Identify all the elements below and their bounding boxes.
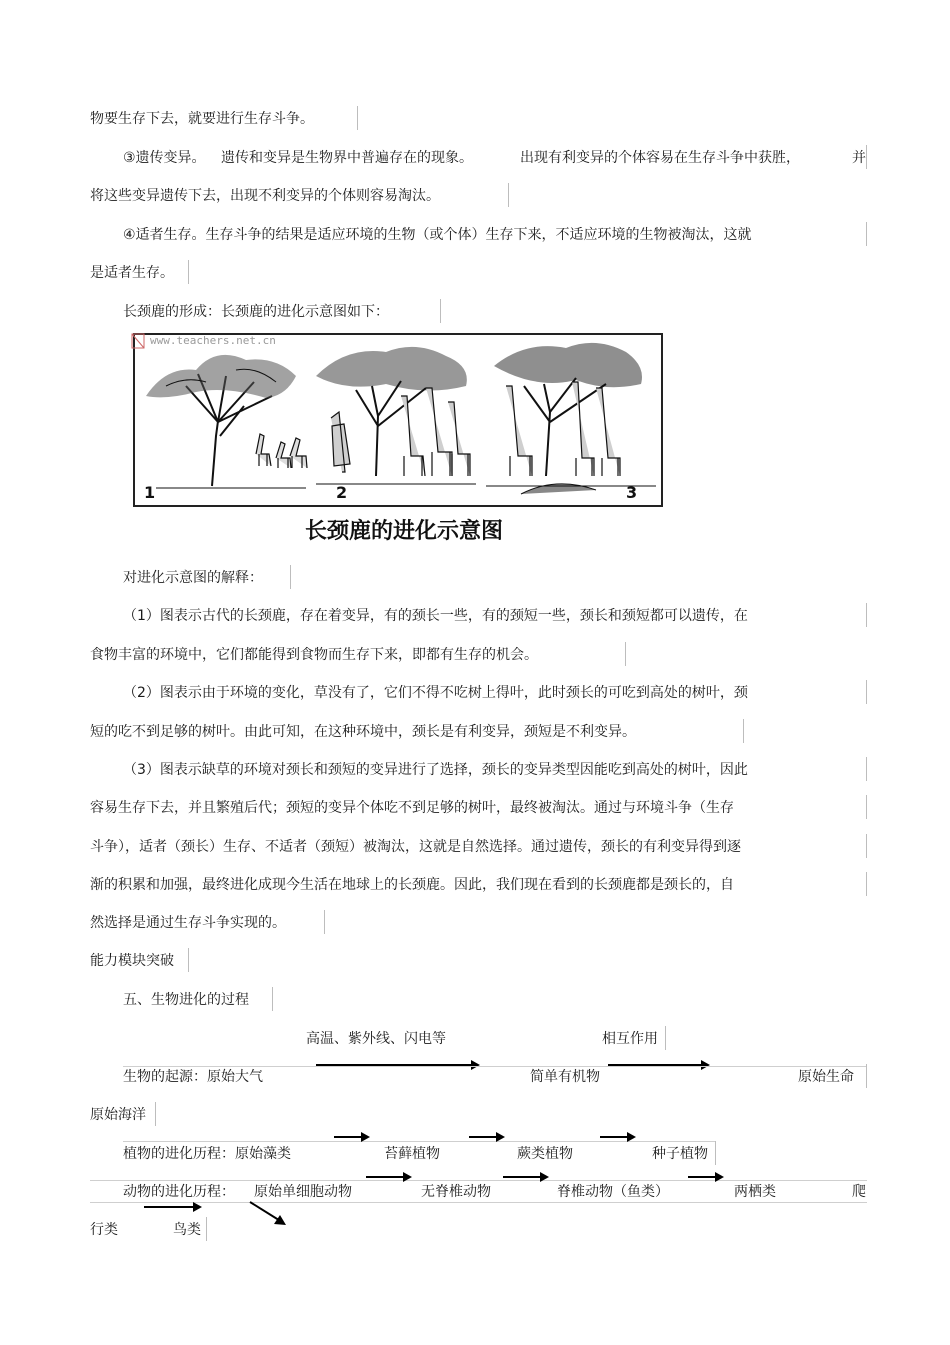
animals-stage-6: 鸟类 — [173, 1222, 201, 1238]
plants-stage-1: 苔藓植物 — [384, 1146, 440, 1162]
text-line: 是适者生存。 — [90, 265, 174, 281]
line-marker — [508, 183, 509, 207]
line-marker — [440, 299, 441, 323]
figure-caption: 长颈鹿的进化示意图 — [304, 519, 504, 544]
text-line: ③遗传变异。 — [123, 150, 206, 166]
animals-stage-2: 脊椎动物（鱼类） — [557, 1184, 669, 1200]
text-line: （3）图表示缺草的环境对颈长和颈短的变异进行了选择，颈长的变异类型因能吃到高处的树叶，因此 — [123, 762, 748, 778]
text-line: （1）图表示古代的长颈鹿，存在着变异，有的颈长一些，有的颈短一些，颈长和颈短都可以遗传，在 — [123, 608, 748, 624]
divider — [123, 1066, 867, 1067]
giraffe-illustration — [126, 326, 682, 550]
section-title: 能力模块突破 — [90, 953, 174, 969]
explanation-heading: 对进化示意图的解释： — [123, 570, 263, 586]
line-marker — [866, 872, 867, 896]
animals-stage-3: 两栖类 — [734, 1184, 776, 1200]
panel-number-2: 2 — [336, 483, 348, 502]
divider — [90, 1202, 867, 1203]
text-line: 长颈鹿的形成：长颈鹿的进化示意图如下： — [123, 304, 389, 320]
text-line: 食物丰富的环境中，它们都能得到食物而生存下来，即都有生存的机会。 — [90, 647, 538, 663]
arrow-right-icon — [503, 1176, 547, 1178]
line-marker — [625, 642, 626, 666]
giraffe-evolution-figure — [126, 326, 682, 550]
text-line: （2）图表示由于环境的变化，草没有了，它们不得不吃树上得叶，此时颈长的可吃到高处的树叶，颈 — [123, 685, 748, 701]
text-line: 然选择是通过生存斗争实现的。 — [90, 915, 286, 931]
animals-stage-1: 无脊椎动物 — [421, 1184, 491, 1200]
line-marker — [866, 834, 867, 858]
line-marker — [188, 260, 189, 284]
line-marker — [188, 948, 189, 972]
arrow-right-icon — [688, 1176, 722, 1178]
plants-label: 植物的进化历程：原始藻类 — [123, 1146, 291, 1162]
line-marker — [272, 987, 273, 1011]
origin-label: 生物的起源：原始大气 — [123, 1069, 263, 1085]
text-line: 出现有利变异的个体容易在生存斗争中获胜， — [520, 150, 800, 166]
line-marker — [357, 106, 358, 130]
panel-number-1: 1 — [144, 483, 156, 502]
animals-stage-5: 行类 — [90, 1222, 118, 1238]
arrow-right-icon — [144, 1206, 200, 1208]
text-line: 渐的积累和加强，最终进化成现今生活在地球上的长颈鹿。因此，我们现在看到的长颈鹿都是颈长的，自 — [90, 877, 734, 893]
arrow-right-icon — [366, 1176, 410, 1178]
line-marker — [206, 1217, 207, 1241]
line-marker — [866, 145, 867, 169]
watermark-text: www.teachers.net.cn — [150, 334, 276, 347]
text-line: 容易生存下去，并且繁殖后代；颈短的变异个体吃不到足够的树叶，最终被淘汰。通过与环境斗争（生存 — [90, 800, 734, 816]
line-marker — [866, 680, 867, 704]
text-line: 将这些变异遗传下去，出现不利变异的个体则容易淘汰。 — [90, 188, 440, 204]
line-marker — [743, 719, 744, 743]
text-line: 遗传和变异是生物界中普遍存在的现象。 — [221, 150, 473, 166]
origin-next: 原始海洋 — [90, 1107, 146, 1123]
origin-condition-1: 高温、紫外线、闪电等 — [306, 1031, 446, 1047]
animals-label: 动物的进化历程： — [123, 1184, 235, 1200]
origin-end: 原始生命 — [798, 1069, 854, 1085]
line-marker — [290, 565, 291, 589]
animals-stage-0: 原始单细胞动物 — [254, 1184, 352, 1200]
line-marker — [155, 1102, 156, 1126]
origin-condition-2: 相互作用 — [602, 1031, 658, 1047]
line-marker — [324, 910, 325, 934]
line-marker — [866, 795, 867, 819]
arrow-diagonal-icon — [248, 1200, 294, 1230]
text-line: ④适者生存。生存斗争的结果是适应环境的生物（或个体）生存下来，不适应环境的生物被淘汰，这就 — [123, 227, 752, 243]
text-line: 物要生存下去，就要进行生存斗争。 — [90, 111, 314, 127]
divider — [90, 1180, 867, 1181]
text-line: 短的吃不到足够的树叶。由此可知，在这种环境中，颈长是有利变异，颈短是不利变异。 — [90, 724, 636, 740]
arrow-right-icon — [334, 1136, 368, 1138]
text-line: 斗争），适者（颈长）生存、不适者（颈短）被淘汰，这就是自然选择。通过遗传，颈长的有利变异得到逐 — [90, 839, 741, 855]
line-marker — [866, 757, 867, 781]
plants-stage-3: 种子植物 — [652, 1146, 708, 1162]
text-line: 并 — [852, 150, 866, 166]
plants-stage-2: 蕨类植物 — [517, 1146, 573, 1162]
line-marker — [866, 222, 867, 246]
arrow-right-icon — [600, 1136, 634, 1138]
subsection-title: 五、生物进化的过程 — [123, 992, 249, 1008]
line-marker — [866, 1064, 867, 1088]
animals-stage-4: 爬 — [852, 1184, 866, 1200]
arrow-right-icon — [469, 1136, 503, 1138]
origin-mid: 简单有机物 — [530, 1069, 600, 1085]
panel-number-3: 3 — [626, 483, 638, 502]
line-marker — [715, 1141, 716, 1165]
line-marker — [665, 1026, 666, 1050]
line-marker — [866, 603, 867, 627]
